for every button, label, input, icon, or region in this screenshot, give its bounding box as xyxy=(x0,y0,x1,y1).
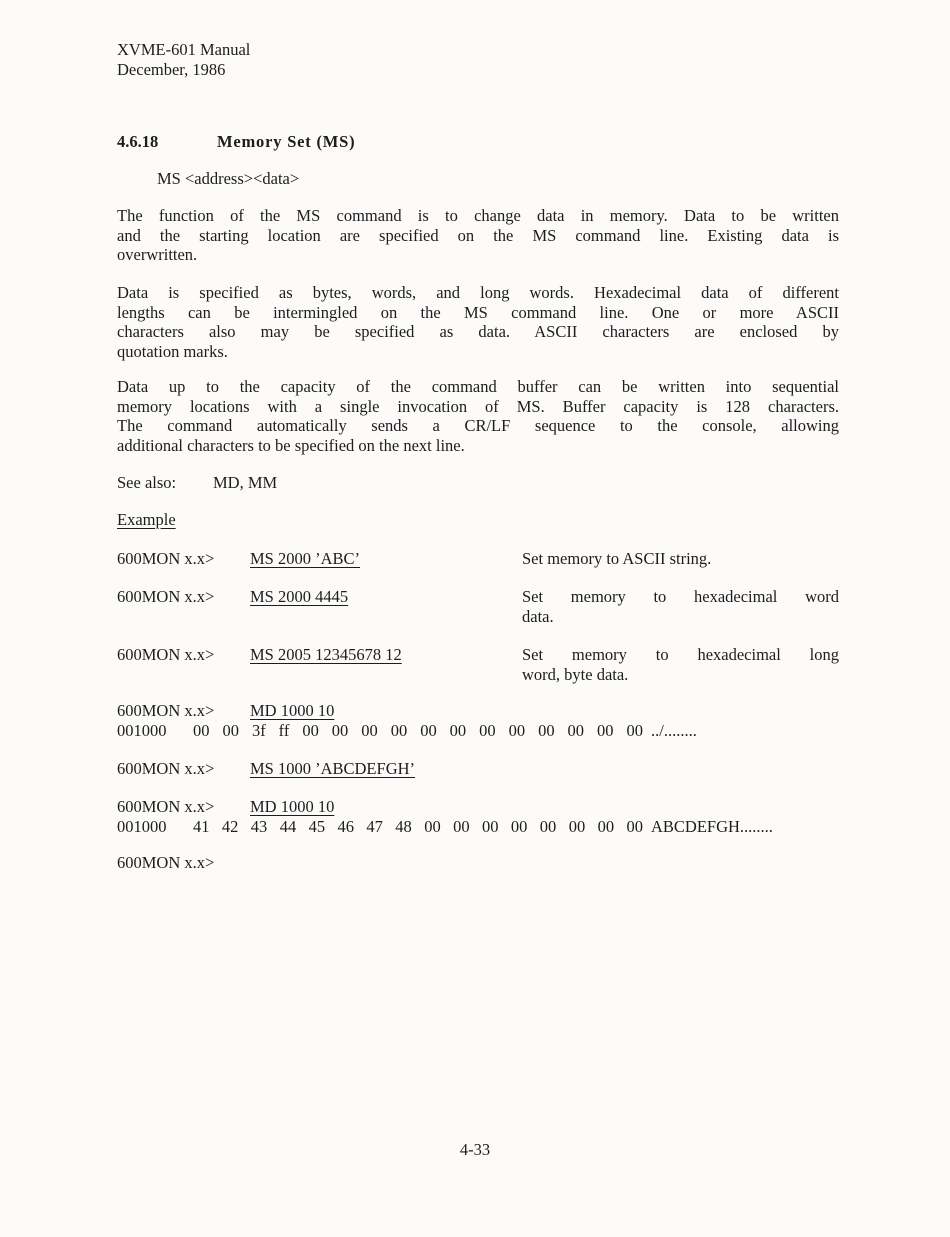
section-number: 4.6.18 xyxy=(117,132,159,151)
console-command: MS 2000 ’ABC’ xyxy=(250,549,361,568)
paragraph-line: The function of the MS command is to change data in memory. Data to be written xyxy=(117,206,839,225)
manual-date: December, 1986 xyxy=(117,59,226,79)
example-caption xyxy=(522,549,839,569)
console-command: MS 2000 4445 xyxy=(250,587,349,606)
console-prompt: 600MON x.x> xyxy=(117,759,215,778)
example-row xyxy=(117,701,839,740)
dump-ascii: ../........ xyxy=(651,720,697,740)
console-prompt: 600MON x.x> xyxy=(117,587,215,606)
console-command: MD 1000 10 xyxy=(250,797,335,816)
paragraph-line: quotation marks. xyxy=(117,341,228,361)
example-heading: Example xyxy=(117,510,176,529)
dump-ascii: ABCDEFGH........ xyxy=(651,816,773,836)
dump-address: 001000 xyxy=(117,816,167,836)
console-prompt: 600MON x.x> xyxy=(117,797,215,816)
console-command: MS 1000 ’ABCDEFGH’ xyxy=(250,759,416,778)
example-row xyxy=(117,587,839,626)
section-title: Memory Set (MS) xyxy=(217,132,356,151)
console-prompt: 600MON x.x> xyxy=(117,549,215,568)
console-command: MS 2005 12345678 12 xyxy=(250,645,402,664)
paragraph-line: memory locations with a single invocation of MS. Buffer capacity is 128 characters. xyxy=(117,396,839,416)
paragraph-line: and the starting location are specified on the MS command line. Existing data is xyxy=(117,225,839,245)
paragraph-line: overwritten. xyxy=(117,245,198,265)
paragraph-2 xyxy=(117,283,839,361)
dump-hex-bytes: 41 42 43 44 45 46 47 48 00 00 00 00 00 00 00 00 xyxy=(193,816,643,836)
dump-hex-bytes: 00 00 3f ff 00 00 00 00 00 00 00 00 00 00 00 00 xyxy=(193,720,643,740)
console-prompt: 600MON x.x> xyxy=(117,645,215,664)
dump-address: 001000 xyxy=(117,720,167,740)
paragraph-line: The command automatically sends a CR/LF sequence to the console, allowing xyxy=(117,416,839,436)
example-caption xyxy=(522,587,839,626)
console-prompt: 600MON x.x> xyxy=(117,701,215,720)
see-also-value: MD, MM xyxy=(213,473,278,492)
paragraph-line: Data is specified as bytes, words, and long words. Hexadecimal data of different xyxy=(117,283,839,302)
memory-dump-line xyxy=(117,817,839,837)
console-prompt: 600MON x.x> xyxy=(117,853,215,872)
see-also xyxy=(117,473,839,493)
caption-line: Set memory to hexadecimal word xyxy=(522,587,839,606)
memory-dump-line xyxy=(117,721,839,741)
paragraph-line: Data up to the capacity of the command buffer can be written into sequential xyxy=(117,377,839,396)
example-row xyxy=(117,797,839,836)
caption-line: word, byte data. xyxy=(522,664,629,684)
manual-title: XVME-601 Manual xyxy=(117,40,251,59)
console-command: MD 1000 10 xyxy=(250,701,335,720)
paragraph-line: additional characters to be specified on the next line. xyxy=(117,435,465,455)
page-number: 4-33 xyxy=(459,1140,491,1159)
paragraph-3 xyxy=(117,377,839,455)
section-heading xyxy=(117,132,839,152)
example-row xyxy=(117,645,839,684)
caption-line: Set memory to ASCII string. xyxy=(522,549,712,568)
command-syntax: MS <address><data> xyxy=(157,169,300,188)
see-also-label: See also: xyxy=(117,473,177,492)
caption-line: data. xyxy=(522,606,554,626)
paragraph-line: characters also may be specified as data. ASCII characters are enclosed by xyxy=(117,322,839,342)
example-row xyxy=(117,759,839,779)
caption-line: Set memory to hexadecimal long xyxy=(522,645,839,664)
example-row xyxy=(117,853,839,873)
example-row xyxy=(117,549,839,569)
example-caption xyxy=(522,645,839,684)
paragraph-1 xyxy=(117,206,839,265)
paragraph-line: lengths can be intermingled on the MS command line. One or more ASCII xyxy=(117,302,839,322)
page-header xyxy=(117,40,839,79)
